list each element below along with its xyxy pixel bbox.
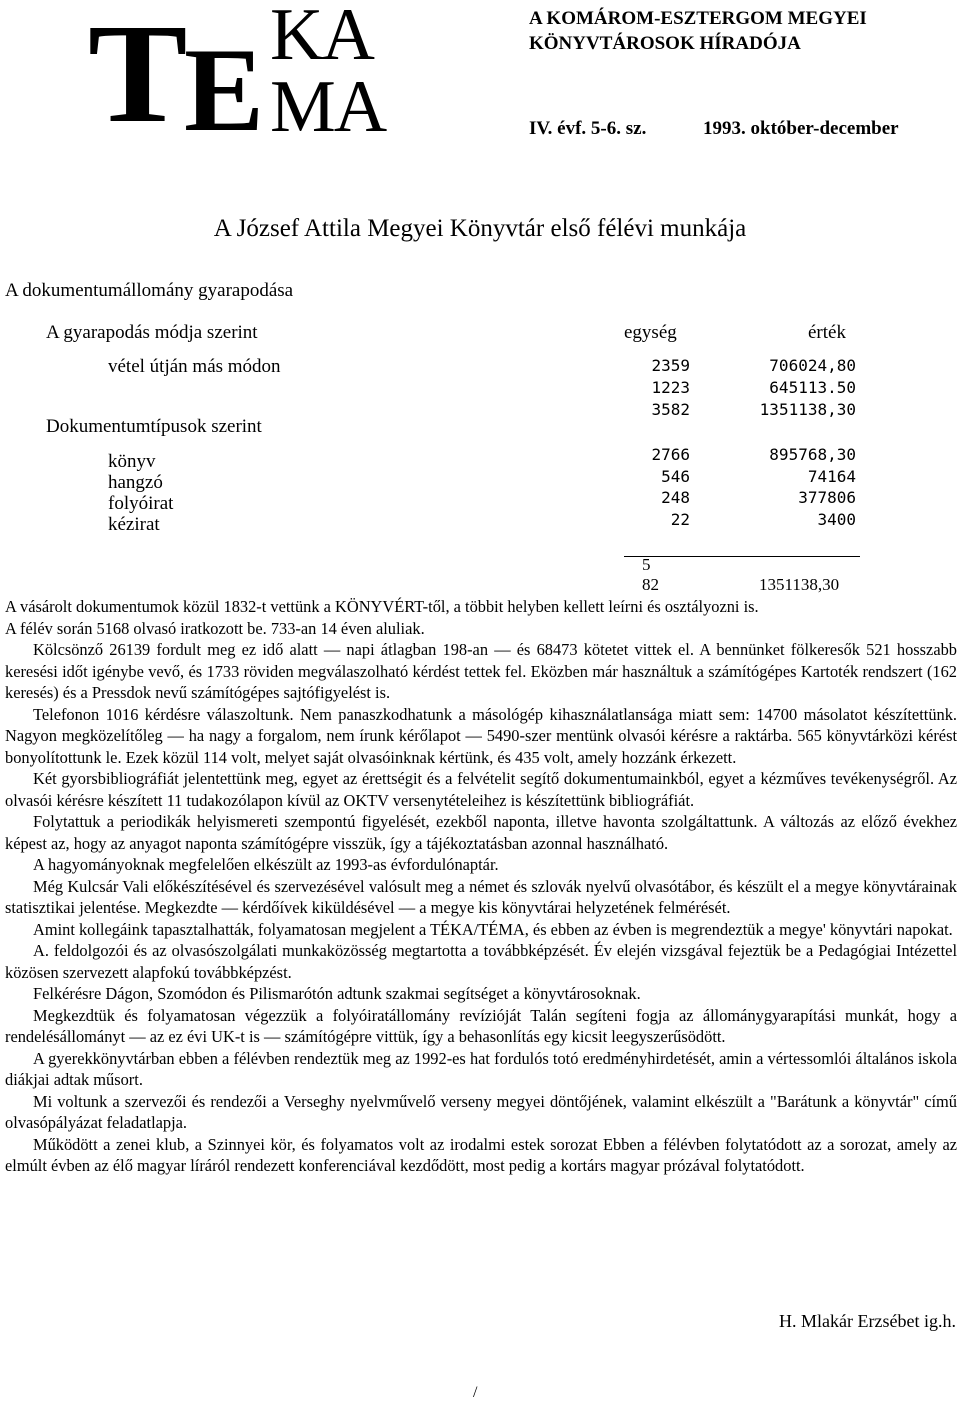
logo-letter-t: T xyxy=(88,0,182,152)
paragraph: Folytattuk a periodikák helyismereti szempontú figyelését, ezekből naponta, illetve havonta szolgáltattunk. A változás az előző évekhez képest az, hogy az anyagot naponta számítógépre visszük, így a tájékoztatásban azonnal használható. xyxy=(5,812,957,853)
publication-name-line1: A KOMÁROM-ESZTERGOM MEGYEI xyxy=(529,8,867,29)
paragraph: Telefonon 1016 kérdésre válaszoltunk. Nem panaszkodhatunk a másológép kihasználatlansága miatt sem: 14700 másolatot készítettünk. Nagyon megközelítőleg — ha nagy a forgalom, nem írunk kérőlapot — 5490-szer mentünk olvasói kérésre a raktárba. 565 könyvtárközi kérést bonyolítottunk le. Ezek közül 114 volt, melyet saját olvasóinknak kértünk, és 435 volt, amely hozzánk érkezett. xyxy=(5,704,957,767)
type-label-manuscript: kézirat xyxy=(108,514,160,535)
mode-heading: A gyarapodás módja szerint xyxy=(46,322,258,343)
acquisition-unit-purchase: 2359 xyxy=(651,356,690,375)
article-body xyxy=(5,596,957,1177)
type-value-audio: 74164 xyxy=(807,467,856,486)
paragraph: A. feldolgozói és az olvasószolgálati munkaközösség megtartotta a továbbképzését. Év elején vizsgával fejeztük be a Pedagógiai Intézettel közösen szervezett alapfokú továbbképzést. xyxy=(5,941,957,982)
total-unit-line1: 5 xyxy=(642,555,651,574)
logo-text-ma: MA xyxy=(270,66,386,148)
type-value-manuscript: 3400 xyxy=(817,510,856,529)
paragraph: Két gyorsbibliográfiát jelentettünk meg, egyet az érettségit és a felvételit segítő dokumentumainkból, egyet a kézműves tevékenységről. Az olvasói kérésre készített 11 tudakozólapon kívül az OKTV versenytételeihez is készítettünk bibliográfiát. xyxy=(5,769,957,810)
column-unit-header: egység xyxy=(624,322,677,343)
acquisition-unit-other: 1223 xyxy=(651,378,690,397)
issue-date: 1993. október-december xyxy=(703,118,899,139)
type-label-periodical: folyóirat xyxy=(108,493,174,514)
logo-text-ka: KA xyxy=(270,0,373,76)
masthead-logo xyxy=(88,0,418,156)
acquisition-value-total: 1351138,30 xyxy=(759,400,856,419)
acquisition-unit-total: 3582 xyxy=(651,400,690,419)
signature: H. Mlakár Erzsébet ig.h. xyxy=(779,1311,956,1331)
total-value: 1351138,30 xyxy=(759,575,840,594)
paragraph: A vásárolt dokumentumok közül 1832-t vettünk a KÖNYVÉRT-től, a többit helyben kellett leírni és osztályozni is. xyxy=(5,597,759,616)
paragraph: Kölcsönző 26139 fordult meg ez idő alatt — napi átlagban 198-an — és 68473 kötetet vittek el. A bennünket fölkeresők 521 hosszabb keresési időt igénybe vevő, és 1733 röviden megválaszolható kérdést tettek fel. Eközben már használtuk a számítógépes Kartoték rendszert (162 keresés) és a Pressdok nevű számítógépes sajtófigyelést is. xyxy=(5,640,957,702)
type-unit-audio: 546 xyxy=(661,467,690,486)
type-label-book: könyv xyxy=(108,451,156,472)
type-unit-manuscript: 22 xyxy=(670,510,690,529)
acquisition-value-purchase: 706024,80 xyxy=(769,356,856,375)
paragraph: A hagyományoknak megfelelően elkészült az 1993-as évfordulónaptár. xyxy=(33,855,499,874)
type-heading: Dokumentumtípusok szerint xyxy=(46,416,262,437)
total-unit-line2: 82 xyxy=(642,575,659,594)
paragraph: Működött a zenei klub, a Szinnyei kör, és folyamatos volt az irodalmi estek sorozat Ebben a félévben folytatódott az a sorozat, amely az elmúlt évben az élő magyar líráról rendezett konferenciával kezdődött, most pedig a kortárs magyar prózával folytatódott. xyxy=(5,1134,957,1175)
paragraph: Mi voltunk a szervezői és rendezői a Verseghy nyelvművelő verseny megyei döntőjének, valamint elkészült a "Barátunk a könyvtár" című olvasópályázat feladatlapja. xyxy=(5,1091,957,1132)
page-mark: / xyxy=(473,1384,478,1401)
type-value-book: 895768,30 xyxy=(769,445,856,464)
paragraph: Amint kollegáink tapasztalhatták, folyamatosan megjelent a TÉKA/TÉMA, és ebben az évben is megrendeztük a megye' könyvtári napokat. xyxy=(33,919,953,939)
acquisition-labels: vétel útján más módon xyxy=(108,356,281,377)
column-value-header: érték xyxy=(808,322,846,343)
article-title: A József Attila Megyei Könyvtár első félévi munkája xyxy=(213,215,747,242)
section-heading: A dokumentumállomány gyarapodása xyxy=(5,280,294,301)
total-divider xyxy=(624,556,860,557)
paragraph: Még Kulcsár Vali előkészítésével és szervezésével valósult meg a német és szlovák nyelvű olvasótábor, és készült el a megye könyvtárainak statisztikai jelentése. Megkezdte — kérdőívek kiküldésével — a megye kis könyvtárai helyzetének felmérését. xyxy=(5,876,957,917)
paragraph: Megkezdtük és folyamatosan végezzük a folyóiratállomány revízióját Talán segíteni fogja az állománygyarapítási munkát, hogy a rendelésállományt — az ez évi UK-t is — számítógépre vittük, így a behasonlítás egy kicsit leegyszerűsödött. xyxy=(5,1005,957,1046)
type-value-periodical: 377806 xyxy=(798,488,856,507)
volume-number: IV. évf. 5-6. sz. xyxy=(529,118,647,139)
publication-name xyxy=(529,6,867,56)
type-unit-book: 2766 xyxy=(651,445,690,464)
publication-name-line2: KÖNYVTÁROSOK HÍRADÓJA xyxy=(529,33,801,54)
acquisition-value-other: 645113.50 xyxy=(769,378,856,397)
paragraph: Felkérésre Dágon, Szomódon és Pilismarótón adtunk szakmai segítséget a könyvtárosoknak. xyxy=(33,984,641,1003)
logo-letter-e: E xyxy=(184,23,265,156)
type-unit-periodical: 248 xyxy=(661,488,690,507)
paragraph: A félév során 5168 olvasó iratkozott be. 733-an 14 éven aluliak. xyxy=(5,618,425,638)
paragraph: A gyerekkönyvtárban ebben a félévben rendeztük meg az 1992-es hat fordulós totó eredményhirdetését, amin a vértessomlói általános iskola diákjai adtak műsort. xyxy=(5,1048,957,1089)
type-label-audio: hangzó xyxy=(108,472,163,493)
